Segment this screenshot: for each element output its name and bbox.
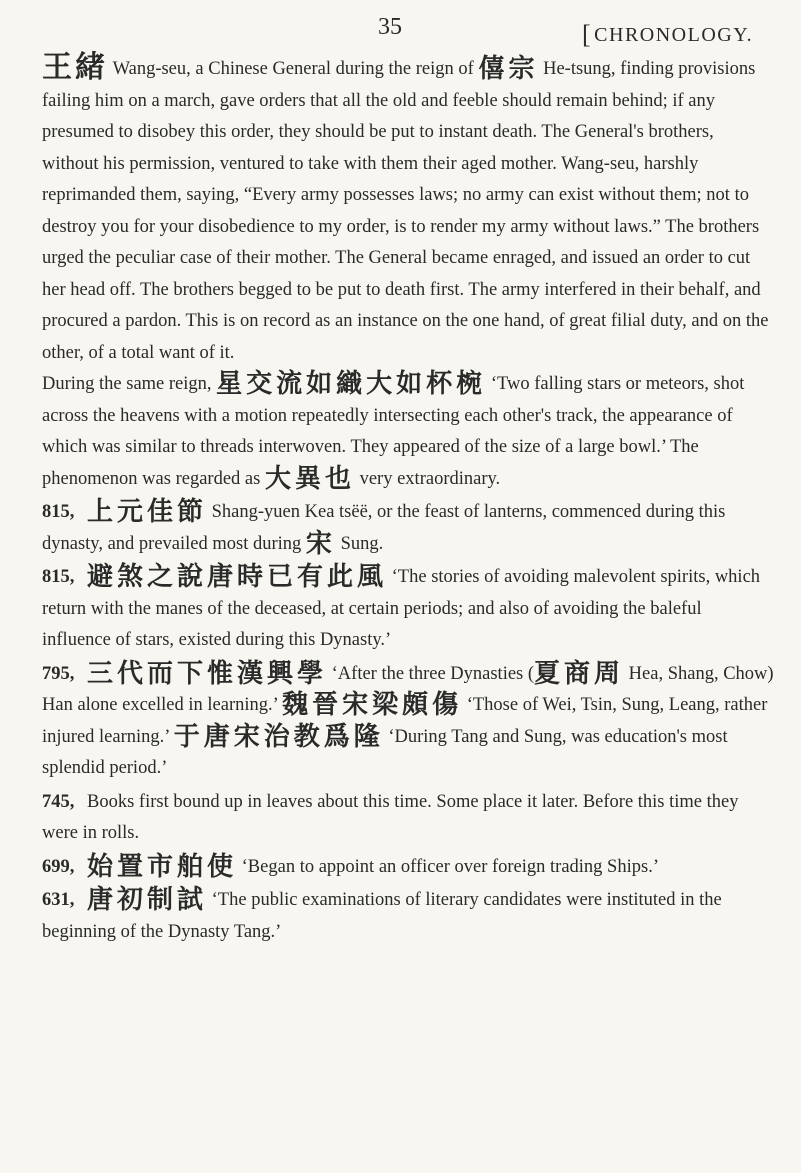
cjk-characters: 三代而下惟漢興學 [87, 658, 328, 689]
cjk-characters: 大異也 [264, 463, 355, 494]
chronology-entry [42, 497, 774, 560]
cjk-characters: 于唐宋治教爲隆 [173, 721, 384, 752]
entry-text: ‘Those of Wei, Tsin, Sung, Leang, rather injured learning.’ [42, 695, 768, 747]
page-body [42, 52, 774, 948]
cjk-characters: 始置市舶使 [87, 851, 238, 882]
entry-text: ‘During Tang and Sung, was education's most splendid period.’ [42, 726, 728, 778]
running-head-bracket: [ [582, 20, 593, 49]
chronology-entry [42, 852, 774, 884]
entry-text: ‘The stories of avoiding malevolent spirits, which return with the manes of the deceased, at certain periods; and also of avoiding the baleful influence of stars, existed during this Dynasty.’ [42, 567, 761, 650]
cjk-characters: 僖宗 [478, 54, 539, 84]
entry-year: 795, [42, 663, 75, 684]
entry-text: Sung. [340, 533, 384, 554]
cjk-characters: 王緒 [42, 50, 108, 85]
entry-text: Shang-yuen Kea tsëë, or the feast of lanterns, commenced during this dynasty, and prevailed most during [42, 502, 726, 554]
cjk-characters: 魏晉宋梁頗傷 [282, 690, 463, 720]
chronology-entry [42, 787, 774, 850]
cjk-characters: 宋 [305, 528, 336, 559]
entry-text: Books first bound up in leaves about this time. Some place it later. Before this time they were in rolls. [42, 791, 739, 843]
entry-text: ‘The public examinations of literary candidates were instituted in the beginning of the Dynasty Tang.’ [42, 890, 722, 942]
cjk-characters: 夏商周 [534, 658, 625, 689]
running-head-text: CHRONOLOGY. [594, 24, 754, 46]
entry-text: ‘After the three Dynasties ( [331, 663, 535, 684]
entry-year: 745, [42, 791, 75, 812]
paragraph-wang-seu [42, 52, 774, 369]
chronology-entry [42, 659, 774, 785]
running-head [582, 20, 753, 50]
page-number: 35 [378, 14, 402, 40]
paragraph-text: ‘Two falling stars or meteors, shot across the heavens with a motion repeatedly intersecting each other's track, the appearance of which was similar to threads interwoven. They appeared of the size of a large bowl.’ The phenomenon was regarded as [42, 374, 745, 489]
entry-year: 631, [42, 890, 75, 910]
entry-year: 699, [42, 856, 75, 877]
paragraph-text: Wang-seu, a Chinese General during the reign of [112, 59, 474, 79]
entry-year: 815, [42, 567, 75, 587]
entry-text: ‘Began to appoint an officer over foreign trading Ships.’ [241, 856, 659, 877]
page-header [0, 14, 801, 54]
cjk-characters: 避煞之說唐時已有此風 [87, 562, 388, 592]
entry-year: 815, [42, 502, 75, 522]
chronology-entry [42, 562, 774, 657]
cjk-characters: 唐初制試 [87, 885, 208, 915]
cjk-characters: 上元佳節 [87, 497, 208, 527]
chronology-entry [42, 885, 774, 948]
cjk-characters: 星交流如織大如杯椀 [216, 369, 487, 399]
paragraph-text: During the same reign, [42, 374, 212, 394]
paragraph-meteors [42, 369, 774, 495]
entry-text: Hea, Shang, Chow) Han alone excelled in learning.’ [42, 663, 774, 715]
paragraph-text: very extraordinary. [359, 468, 501, 489]
paragraph-text: He-tsung, finding provisions failing him on a march, gave orders that all the old and feeble should remain behind; if any presumed to disobey this order, they should be put to instant death. The General's brothers, without his permission, ventured to take with them their aged mother. Wang-seu, harshly reprimanded them, saying, “Every army possesses laws; no army can exist without them; not to destroy you for your disobedience to my order, is to render my army without laws.” The brothers urged the peculiar case of their mother. The General became enraged, and issued an order to cut her head off. The brothers begged to be put to death first. The army interfered in their behalf, and procured a pardon. This is on record as an instance on the one hand, of great filial duty, and on the other, of a total want of it. [42, 59, 769, 363]
